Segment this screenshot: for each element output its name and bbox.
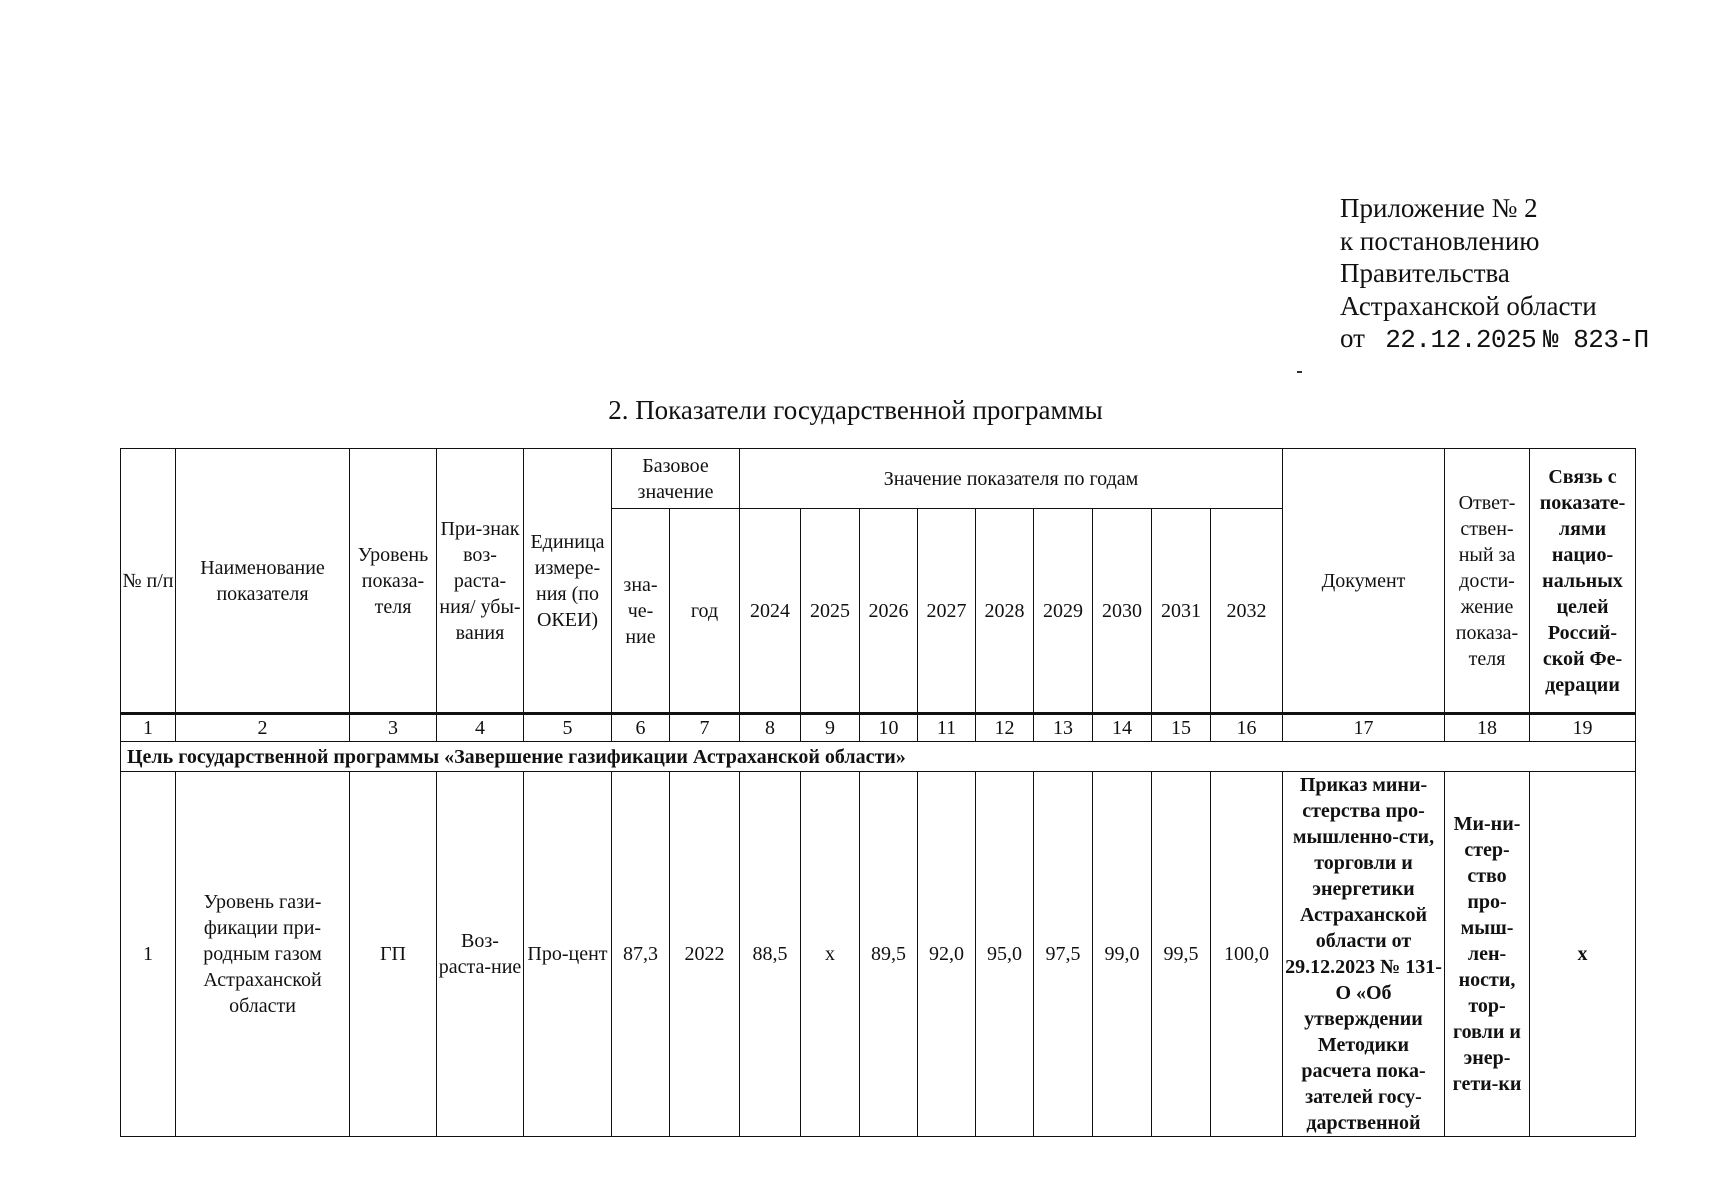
- header-year: 2027: [918, 509, 976, 714]
- header-unit: Единица измере-ния (по ОКЕИ): [524, 449, 612, 714]
- column-number: 6: [612, 714, 670, 742]
- row-value: 89,5: [860, 772, 918, 1137]
- row-base-value: 87,3: [612, 772, 670, 1137]
- goal-text: Цель государственной программы «Завершение газификации Астраханской области»: [121, 742, 1636, 772]
- row-trend: Воз-раста-ние: [437, 772, 524, 1137]
- column-numbers-row: [121, 714, 1636, 742]
- column-number: 8: [740, 714, 801, 742]
- header-year: 2032: [1211, 509, 1283, 714]
- row-value: 100,0: [1211, 772, 1283, 1137]
- row-link: x: [1530, 772, 1636, 1137]
- row-name: Уровень гази-фикации при-родным газом Астраханской области: [176, 772, 350, 1137]
- header-row-1: [121, 449, 1636, 509]
- header-link: Связь с показате-лями нацио-нальных целей Россий-ской Фе-дерации: [1530, 449, 1636, 714]
- column-number: 7: [670, 714, 740, 742]
- row-base-year: 2022: [670, 772, 740, 1137]
- column-number: 11: [918, 714, 976, 742]
- indicators-table: [120, 448, 1636, 1137]
- row-value: x: [801, 772, 860, 1137]
- goal-row: [121, 742, 1636, 772]
- appendix-line-1: Приложение № 2: [1340, 193, 1538, 223]
- column-number: 10: [860, 714, 918, 742]
- table-row: [121, 772, 1636, 1137]
- header-year: 2024: [740, 509, 801, 714]
- header-base: Базовое значение: [612, 449, 740, 509]
- appendix-number: № 823-П: [1542, 325, 1649, 355]
- column-number: 9: [801, 714, 860, 742]
- appendix-block: [1340, 192, 1649, 357]
- column-number: 16: [1211, 714, 1283, 742]
- row-value: 95,0: [976, 772, 1034, 1137]
- header-base-year: год: [670, 509, 740, 714]
- appendix-date-prefix: от: [1340, 323, 1365, 353]
- row-value: 99,0: [1093, 772, 1152, 1137]
- row-value: 99,5: [1152, 772, 1211, 1137]
- row-unit: Про-цент: [524, 772, 612, 1137]
- header-level: Уровень показа-теля: [350, 449, 437, 714]
- header-year: 2029: [1034, 509, 1093, 714]
- header-year: 2030: [1093, 509, 1152, 714]
- row-num: 1: [121, 772, 176, 1137]
- column-number: 19: [1530, 714, 1636, 742]
- column-number: 15: [1152, 714, 1211, 742]
- header-document: Документ: [1283, 449, 1445, 714]
- section-title: 2. Показатели государственной программы: [608, 395, 1103, 425]
- row-level: ГП: [350, 772, 437, 1137]
- column-number: 2: [176, 714, 350, 742]
- appendix-line-5: [1340, 322, 1649, 357]
- column-number: 1: [121, 714, 176, 742]
- column-number: 18: [1445, 714, 1530, 742]
- row-value: 97,5: [1034, 772, 1093, 1137]
- header-num: № п/п: [121, 449, 176, 714]
- column-number: 5: [524, 714, 612, 742]
- column-number: 3: [350, 714, 437, 742]
- header-name: Наименование показателя: [176, 449, 350, 714]
- row-value: 92,0: [918, 772, 976, 1137]
- column-number: 4: [437, 714, 524, 742]
- appendix-line-3: Правительства: [1340, 258, 1510, 288]
- header-year: 2026: [860, 509, 918, 714]
- column-number: 13: [1034, 714, 1093, 742]
- row-responsible: Ми-ни-стер-ство про-мыш-лен-ности, тор-говли и энер-гети-ки: [1445, 772, 1530, 1137]
- header-year: 2025: [801, 509, 860, 714]
- column-number: 12: [976, 714, 1034, 742]
- header-base-value: зна-че-ние: [612, 509, 670, 714]
- appendix-date: 22.12.2025: [1385, 325, 1537, 355]
- column-number: 14: [1093, 714, 1152, 742]
- row-document: Приказ мини-стерства про-мышленно-сти, торговли и энергетики Астраханской области от 29.12.2023 № 131-О «Об утверждении Методики расчета пока-зателей госу-дарственной: [1283, 772, 1445, 1137]
- header-year: 2028: [976, 509, 1034, 714]
- column-number: 17: [1283, 714, 1445, 742]
- header-year: 2031: [1152, 509, 1211, 714]
- scan-mark: [1297, 371, 1302, 373]
- header-trend: При-знак воз-раста-ния/ убы-вания: [437, 449, 524, 714]
- appendix-line-4: Астраханской области: [1340, 290, 1597, 321]
- header-by-years: Значение показателя по годам: [740, 449, 1283, 509]
- appendix-line-2: к постановлению: [1340, 225, 1540, 256]
- row-value: 88,5: [740, 772, 801, 1137]
- header-responsible: Ответ-ствен-ный за дости-жение показа-теля: [1445, 449, 1530, 714]
